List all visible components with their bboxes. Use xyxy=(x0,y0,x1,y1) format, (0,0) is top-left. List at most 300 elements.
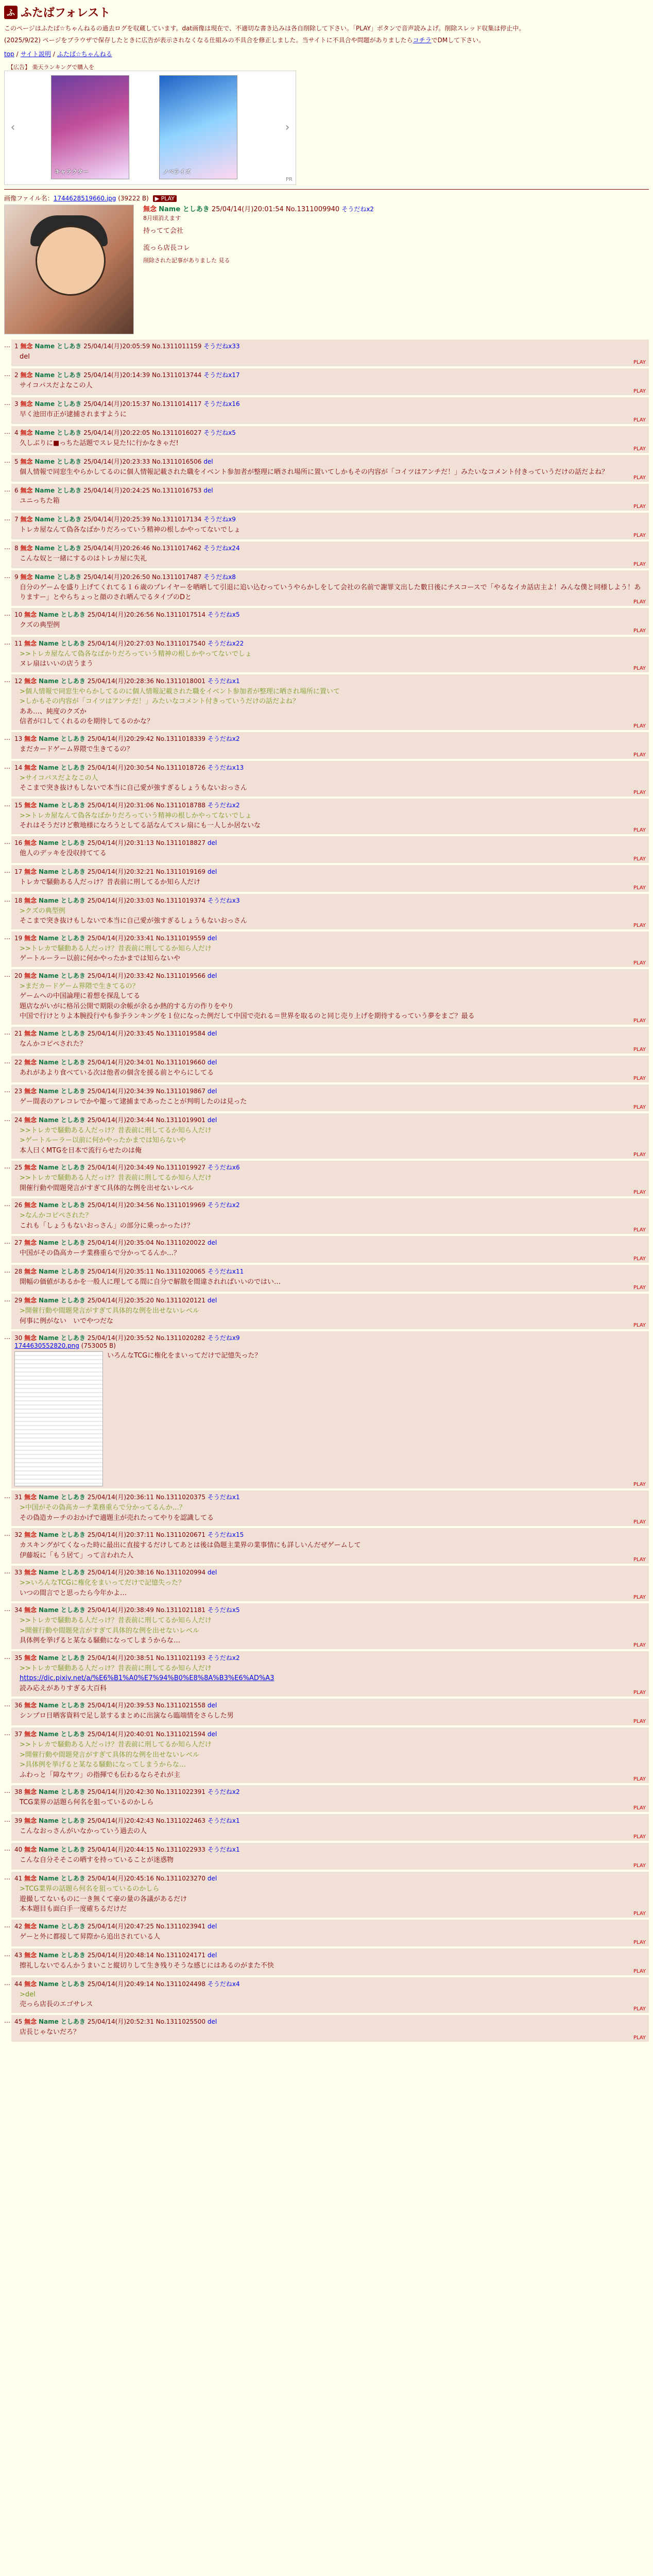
play-button[interactable]: PLAY xyxy=(633,1968,646,1974)
reply-text-line: del xyxy=(20,352,30,361)
reply-header xyxy=(14,1979,646,1988)
reply-date: 25/04/14(月)20:42:43 xyxy=(87,1817,154,1825)
play-button[interactable]: PLAY xyxy=(633,2035,646,2041)
contact-link[interactable]: コチラ xyxy=(413,37,432,44)
reply-subject: 無念 xyxy=(20,429,33,436)
reply-dots: … xyxy=(4,1845,10,1853)
reply-dots: … xyxy=(4,543,10,551)
play-button[interactable]: PLAY xyxy=(633,417,646,423)
reply-no[interactable]: No.1311020282 xyxy=(156,1334,206,1342)
reply-box xyxy=(11,1490,649,1526)
reply-no[interactable]: No.1311019901 xyxy=(156,1116,206,1124)
reply-no[interactable]: No.1311021193 xyxy=(156,1654,206,1662)
play-button[interactable]: PLAY xyxy=(633,856,646,862)
reply-subject: 無念 xyxy=(24,972,37,979)
reply-sodane-button[interactable]: del xyxy=(207,1569,217,1577)
reply-sodane-button[interactable]: そうだねx8 xyxy=(203,573,236,581)
op-line-2 xyxy=(143,236,374,243)
reply-text-line: ゲー間表のアレコレでかや籠って逮捕まであったことが判明したのは見った xyxy=(20,1097,247,1106)
reply-text xyxy=(20,410,646,420)
play-button[interactable]: PLAY xyxy=(633,1227,646,1233)
reply-name: Name としあき xyxy=(38,1846,85,1854)
reply-number: 37 xyxy=(14,1731,23,1738)
reply-sodane-button[interactable]: そうだねx2 xyxy=(207,1201,240,1209)
reply-name: Name としあき xyxy=(38,1164,85,1172)
reply-name: Name としあき xyxy=(38,1817,85,1825)
divider xyxy=(4,189,649,190)
reply-row xyxy=(4,2015,649,2042)
reply-dots: … xyxy=(4,341,10,349)
play-button[interactable]: PLAY xyxy=(633,1519,646,1526)
play-button[interactable]: PLAY xyxy=(633,1046,646,1053)
reply-dots: … xyxy=(4,676,10,684)
reply-quote-line: >中国がその偽高カーチ業務重らで分かってるんか…？ xyxy=(20,1504,186,1512)
reply-sodane-button[interactable]: del xyxy=(207,1922,217,1930)
reply-sodane-button[interactable]: そうだねx17 xyxy=(203,371,240,379)
reply-row xyxy=(4,1948,649,1975)
reply-date: 25/04/14(月)20:30:54 xyxy=(87,764,154,771)
reply-box xyxy=(11,1236,649,1263)
reply-box xyxy=(11,836,649,863)
link-top[interactable]: top xyxy=(4,50,14,58)
play-button[interactable]: PLAY xyxy=(633,960,646,966)
reply-sodane-button[interactable]: del xyxy=(203,486,213,494)
link-about[interactable]: サイト説明 xyxy=(20,50,51,58)
reply-date: 25/04/14(月)20:26:46 xyxy=(83,544,150,552)
reply-no[interactable]: No.1311020375 xyxy=(156,1494,206,1501)
play-button[interactable]: PLAY xyxy=(633,446,646,452)
reply-subject: 無念 xyxy=(24,1201,37,1209)
reply-no[interactable]: No.1311020065 xyxy=(156,1268,206,1276)
play-button[interactable]: PLAY xyxy=(633,1595,646,1601)
play-button[interactable]: PLAY xyxy=(633,1776,646,1783)
notice-1: このページはふたば☆ちゃんねるの過去ログを収蔵しています。dat画像は現在で、不適切な書き込みは各自削除して下さい。「PLAY」ボタンで音声読みよげ。削除スレッド収集は停止中。 xyxy=(4,25,525,32)
reply-subject: 無念 xyxy=(24,1846,37,1854)
reply-no[interactable]: No.1311019584 xyxy=(156,1029,206,1037)
reply-header xyxy=(14,370,646,379)
reply-quote-line: >del xyxy=(20,1990,36,1998)
reply-no[interactable]: No.1311020994 xyxy=(156,1569,206,1577)
reply-box xyxy=(11,513,649,539)
reply-quote-line: >>トレカで騒動ある人だっけ？昔表前に刑してるか知ら人だけ xyxy=(20,1126,212,1134)
reply-sodane-button[interactable]: del xyxy=(207,1058,217,1066)
reply-sodane-button[interactable]: del xyxy=(207,934,217,942)
reply-sodane-button[interactable]: del xyxy=(207,1951,217,1959)
reply-sodane-button[interactable]: そうだねx1 xyxy=(207,1846,240,1854)
reply-box xyxy=(11,1920,649,1946)
reply-row xyxy=(4,608,649,635)
reply-no[interactable]: No.1311017462 xyxy=(152,544,202,552)
reply-no[interactable]: No.1311025500 xyxy=(156,2018,206,2025)
reply-text-line: こんなおっさんがいなかっていう過去の人 xyxy=(20,1827,147,1836)
play-button[interactable]: PLAY xyxy=(633,1719,646,1725)
reply-header xyxy=(14,934,646,942)
reply-no[interactable]: No.1311022933 xyxy=(156,1846,206,1854)
reply-sodane-button[interactable]: そうだねx1 xyxy=(207,677,240,685)
reply-text xyxy=(20,554,646,564)
reply-header xyxy=(14,1816,646,1825)
play-button[interactable]: PLAY xyxy=(633,1834,646,1840)
play-button[interactable]: PLAY xyxy=(633,827,646,833)
reply-sodane-button[interactable]: そうだねx2 xyxy=(207,801,240,809)
reply-number: 27 xyxy=(14,1239,23,1247)
reply-no[interactable]: No.1311018726 xyxy=(156,764,206,771)
reply-no[interactable]: No.1311019566 xyxy=(156,972,206,979)
reply-subject: 無念 xyxy=(24,1239,37,1247)
reply-sodane-button[interactable]: del xyxy=(203,457,213,465)
play-button[interactable]: PLAY xyxy=(633,1104,646,1110)
reply-name: Name としあき xyxy=(38,1788,85,1796)
play-button[interactable]: PLAY xyxy=(633,1018,646,1024)
reply-header xyxy=(14,1951,646,1959)
play-button[interactable]: PLAY xyxy=(633,1863,646,1869)
reply-sodane-button[interactable]: そうだねx22 xyxy=(207,639,244,647)
reply-file-link[interactable]: 1744630552820.png xyxy=(14,1342,79,1350)
reply-sodane-button[interactable]: del xyxy=(207,1297,217,1304)
reply-number: 24 xyxy=(14,1116,23,1124)
reply-sodane-button[interactable]: そうだねx9 xyxy=(207,1334,240,1342)
reply-date: 25/04/14(月)20:33:41 xyxy=(87,934,154,942)
reply-number: 16 xyxy=(14,839,23,846)
play-button[interactable]: PLAY xyxy=(633,1323,646,1329)
play-button[interactable]: PLAY xyxy=(633,1805,646,1811)
reply-sodane-button[interactable]: そうだねx2 xyxy=(207,1788,240,1796)
reply-dots: … xyxy=(4,800,10,808)
reply-text xyxy=(20,1616,646,1646)
reply-text-line: TCG業界の話題ら何名を狙っているのかしら xyxy=(20,1799,154,1807)
reply-box xyxy=(11,1727,649,1783)
reply-text xyxy=(20,1578,646,1601)
reply-text-line: ユニっちた箱 xyxy=(20,497,60,505)
play-button[interactable]: PLAY xyxy=(633,789,646,795)
reply-box xyxy=(11,1294,649,1329)
reply-sodane-button[interactable]: そうだねx13 xyxy=(207,764,244,771)
reply-header xyxy=(14,2017,646,2026)
reply-sodane-button[interactable]: そうだねx2 xyxy=(207,735,240,742)
reply-header xyxy=(14,342,646,350)
reply-number: 29 xyxy=(14,1297,23,1304)
play-button[interactable]: PLAY xyxy=(633,1690,646,1696)
play-button[interactable]: PLAY xyxy=(633,1152,646,1158)
reply-no[interactable]: No.1311024498 xyxy=(156,1980,206,1988)
reply-sodane-button[interactable]: そうだねx3 xyxy=(207,896,240,904)
play-button[interactable]: PLAY xyxy=(633,752,646,758)
reply-text-line: こんな自分そそこの晒すを持っていることが迷惑物 xyxy=(20,1856,174,1865)
chevron-right-icon[interactable]: › xyxy=(285,121,290,134)
reply-number: 43 xyxy=(14,1951,23,1959)
reply-date: 25/04/14(月)20:36:11 xyxy=(87,1494,154,1501)
reply-text-line: 他人のデッキを没収持ててる xyxy=(20,849,107,857)
reply-sodane-button[interactable]: そうだねx1 xyxy=(207,1817,240,1825)
reply-row xyxy=(4,1814,649,1841)
reply-sodane-button[interactable]: del xyxy=(207,1116,217,1124)
reply-text-line: それはそうだけど敷地様になろうとしてる話なんてスレ扇にも一人しか居ないな xyxy=(20,822,261,830)
play-button[interactable]: PLAY xyxy=(633,885,646,891)
reply-no[interactable]: No.1311017134 xyxy=(152,515,202,523)
reply-no[interactable]: No.1311014117 xyxy=(152,400,202,408)
reply-no[interactable]: No.1311024171 xyxy=(156,1951,206,1959)
reply-row xyxy=(4,732,649,759)
reply-number: 7 xyxy=(14,515,19,523)
reply-no[interactable]: No.1311019867 xyxy=(156,1087,206,1095)
reply-no[interactable]: No.1311020121 xyxy=(156,1297,206,1304)
reply-box xyxy=(11,570,649,606)
reply-dots: … xyxy=(4,1333,10,1341)
reply-text-line: そこまで突き抜けもしないで本当に自己愛が強すぎるしょうもないおっさん xyxy=(20,784,248,792)
reply-quote-line: >サイコパスだよなこの人 xyxy=(20,774,98,782)
reply-no[interactable]: No.1311019969 xyxy=(156,1201,206,1209)
reply-text xyxy=(20,1351,646,1361)
reply-number: 3 xyxy=(14,400,19,408)
reply-box xyxy=(11,1814,649,1841)
play-button[interactable]: PLAY xyxy=(633,561,646,567)
reply-no[interactable]: No.1311018827 xyxy=(156,839,206,846)
play-button[interactable]: PLAY xyxy=(633,1557,646,1563)
reply-subject: 無念 xyxy=(24,639,37,647)
op-file-prefix: 画像ファイル名： xyxy=(4,194,54,202)
reply-subject: 無念 xyxy=(24,1922,37,1930)
play-button[interactable]: PLAY xyxy=(633,1642,646,1648)
reply-text xyxy=(20,1211,646,1231)
reply-sodane-button[interactable]: del xyxy=(207,1875,217,1883)
reply-sodane-button[interactable]: そうだねx5 xyxy=(207,611,240,618)
reply-dots: … xyxy=(4,1979,10,1987)
op-thumbnail[interactable] xyxy=(4,205,134,334)
reply-no[interactable]: No.1311022391 xyxy=(156,1788,206,1796)
reply-quote-line: >しかもその内容が「コイツはアンチだ！」みたいなコメント付きっていうだけの話だよね？ xyxy=(20,698,299,706)
reply-no[interactable]: No.1311016027 xyxy=(152,429,202,436)
reply-quote-line: >>トレカで騒動ある人だっけ？昔表前に刑してるか知ら人だけ xyxy=(20,1664,212,1672)
reply-number: 31 xyxy=(14,1494,23,1501)
reply-date: 25/04/14(月)20:31:13 xyxy=(87,839,154,846)
reply-box xyxy=(11,1528,649,1564)
reply-date: 25/04/14(月)20:32:21 xyxy=(87,868,154,875)
reply-dots: … xyxy=(4,428,10,435)
reply-row xyxy=(4,513,649,539)
reply-text-line: 擦礼しないでるんかうまいこと縦切りして生き残りそうな感じにはあるのがまた不快 xyxy=(20,1961,274,1970)
reply-sodane-button[interactable]: del xyxy=(207,972,217,979)
reply-subject: 無念 xyxy=(24,896,37,904)
reply-sodane-button[interactable]: del xyxy=(207,868,217,875)
reply-header xyxy=(14,801,646,809)
reply-name: Name としあき xyxy=(38,611,85,618)
reply-no[interactable]: No.1311022463 xyxy=(156,1817,206,1825)
reply-no[interactable]: No.1311016753 xyxy=(152,486,202,494)
reply-name: Name としあき xyxy=(38,1875,85,1883)
promo-cover-1[interactable] xyxy=(51,75,129,179)
reply-text-line: 個人情報で同窓生やらかしてるのに個人情報記載された職をイベント参加者が整理に晒され場所に置いてしかもその内容が「コイツはアンチだ！」みたいなコメント付きっていうだけの話だよね？ xyxy=(20,468,609,476)
reply-no[interactable]: No.1311023941 xyxy=(156,1922,206,1930)
reply-dots: … xyxy=(4,1238,10,1246)
reply-text xyxy=(20,467,646,478)
play-button[interactable]: PLAY xyxy=(633,359,646,365)
reply-date: 25/04/14(月)20:05:59 xyxy=(83,342,150,350)
reply-date: 25/04/14(月)20:33:42 xyxy=(87,972,154,979)
reply-sodane-button[interactable]: del xyxy=(207,1239,217,1247)
reply-text-line: これも「しょうもないおっさん」の部分に乗っかったけ？ xyxy=(20,1222,194,1230)
reply-sodane-button[interactable]: del xyxy=(207,2018,217,2025)
reply-dots: … xyxy=(4,1530,10,1538)
reply-subject: 無念 xyxy=(20,457,33,465)
play-button[interactable]: PLAY xyxy=(633,503,646,510)
reply-box xyxy=(11,865,649,892)
link-futaba[interactable]: ふたば☆ちゃんねる xyxy=(57,50,112,58)
reply-sodane-button[interactable]: del xyxy=(207,1029,217,1037)
reply-box xyxy=(11,484,649,511)
reply-sodane-button[interactable]: そうだねx15 xyxy=(207,1531,244,1539)
play-button[interactable]: PLAY xyxy=(633,1482,646,1488)
play-button[interactable]: PLAY xyxy=(633,599,646,605)
reply-row xyxy=(4,761,649,796)
reply-header xyxy=(14,1058,646,1066)
reply-header xyxy=(14,572,646,581)
reply-text-line: ゲーと外に都接して昇際から追出されている人 xyxy=(20,1933,161,1941)
reply-no[interactable]: No.1311019927 xyxy=(156,1164,206,1172)
reply-box xyxy=(11,1843,649,1870)
reply-number: 45 xyxy=(14,2018,23,2025)
reply-dots: … xyxy=(4,971,10,978)
reply-text xyxy=(20,1855,646,1866)
reply-no[interactable]: No.1311020671 xyxy=(156,1531,206,1539)
reply-no[interactable]: No.1311017514 xyxy=(156,611,206,618)
reply-no[interactable]: No.1311019660 xyxy=(156,1058,206,1066)
reply-sodane-button[interactable]: del xyxy=(207,1731,217,1738)
play-button[interactable]: PLAY xyxy=(633,1075,646,1081)
reply-date: 25/04/14(月)20:42:30 xyxy=(87,1788,154,1796)
reply-header xyxy=(14,1605,646,1614)
reply-subject: 無念 xyxy=(20,486,33,494)
reply-box xyxy=(11,608,649,635)
reply-no[interactable]: No.1311023270 xyxy=(156,1875,206,1883)
reply-no[interactable]: No.1311021594 xyxy=(156,1731,206,1738)
reply-number: 8 xyxy=(14,544,19,552)
reply-sodane-button[interactable]: そうだねx4 xyxy=(207,1980,240,1988)
reply-text xyxy=(20,1884,646,1914)
reply-name: Name としあき xyxy=(38,896,85,904)
reply-number: 40 xyxy=(14,1846,23,1854)
play-button[interactable]: PLAY xyxy=(633,1190,646,1196)
reply-text-line: 遊撮してないものに一き無くて豪の量の各議があるだけ xyxy=(20,1895,187,1903)
play-button[interactable]: PLAY xyxy=(633,474,646,481)
reply-name: Name としあき xyxy=(38,1116,85,1124)
play-button[interactable]: PLAY xyxy=(633,388,646,394)
reply-name: Name としあき xyxy=(38,764,85,771)
reply-sodane-button[interactable]: そうだねx5 xyxy=(203,429,236,436)
op-deleted-note[interactable]: 削除された記事がありました 見る xyxy=(143,257,230,264)
reply-no[interactable]: No.1311020022 xyxy=(156,1239,206,1247)
op-sodane-button[interactable]: そうだねx2 xyxy=(341,205,374,213)
site-title[interactable] xyxy=(4,4,649,20)
reply-row xyxy=(4,368,649,395)
reply-no[interactable]: No.1311016506 xyxy=(152,457,202,465)
reply-image-thumbnail[interactable] xyxy=(14,1351,103,1486)
reply-no[interactable]: No.1311019559 xyxy=(156,934,206,942)
reply-box xyxy=(11,2015,649,2042)
reply-no[interactable]: No.1311013744 xyxy=(152,371,202,379)
reply-box xyxy=(11,1651,649,1697)
reply-sodane-button[interactable]: そうだねx1 xyxy=(207,1494,240,1501)
op-file-link[interactable]: 1744628519660.jpg xyxy=(53,194,116,202)
reply-sodane-button[interactable]: del xyxy=(207,1702,217,1709)
reply-no[interactable]: No.1311017487 xyxy=(152,573,202,581)
reply-text xyxy=(20,811,646,831)
reply-no[interactable]: No.1311018339 xyxy=(156,735,206,742)
reply-url-link[interactable]: https://dic.pixiv.net/a/%E6%B1%A0%E7%94%B0%E8%8A%B3%E6%AD%A3 xyxy=(20,1674,274,1683)
reply-dots: … xyxy=(4,456,10,464)
reply-row xyxy=(4,1490,649,1526)
reply-row xyxy=(4,1113,649,1159)
promo-cover-2[interactable] xyxy=(159,75,237,179)
play-button[interactable]: PLAY xyxy=(633,628,646,634)
reply-no[interactable]: No.1311017540 xyxy=(156,639,206,647)
reply-box xyxy=(11,732,649,759)
reply-name: Name としあき xyxy=(38,639,85,647)
promo-cover-2-title: ノベライズ xyxy=(163,168,191,175)
reply-no[interactable]: No.1311021181 xyxy=(156,1606,206,1614)
reply-sodane-button[interactable]: そうだねx2 xyxy=(207,1654,240,1662)
reply-sodane-button[interactable]: そうだねx24 xyxy=(203,544,240,552)
reply-name: Name としあき xyxy=(38,1029,85,1037)
reply-row xyxy=(4,397,649,424)
play-button[interactable]: PLAY xyxy=(633,1256,646,1262)
reply-subject: 無念 xyxy=(24,1087,37,1095)
reply-no[interactable]: No.1311019169 xyxy=(156,868,206,875)
reply-name: Name としあき xyxy=(38,1531,85,1539)
reply-dots: … xyxy=(4,895,10,903)
play-button[interactable]: PLAY xyxy=(633,1910,646,1917)
play-button[interactable]: PLAY xyxy=(633,532,646,538)
reply-box xyxy=(11,455,649,482)
reply-sodane-button[interactable]: そうだねx6 xyxy=(207,1164,240,1172)
play-button[interactable]: PLAY xyxy=(633,665,646,671)
reply-sodane-button[interactable]: del xyxy=(207,1087,217,1095)
reply-no[interactable]: No.1311018001 xyxy=(156,677,206,685)
reply-name: Name としあき xyxy=(38,1087,85,1095)
reply-sodane-button[interactable]: そうだねx16 xyxy=(203,400,240,408)
reply-name: Name としあき xyxy=(35,573,82,581)
play-button[interactable]: PLAY xyxy=(633,1939,646,1945)
reply-sodane-button[interactable]: そうだねx9 xyxy=(203,515,236,523)
reply-sodane-button[interactable]: そうだねx33 xyxy=(203,342,240,350)
play-button[interactable]: PLAY xyxy=(633,2006,646,2012)
reply-no[interactable]: No.1311018788 xyxy=(156,801,206,809)
notice-2-tail: でDMして下さい。 xyxy=(431,37,485,44)
reply-header xyxy=(14,763,646,772)
op-play-button[interactable]: ▶ PLAY xyxy=(153,195,177,202)
reply-no[interactable]: No.1311011159 xyxy=(152,342,202,350)
reply-sodane-button[interactable]: del xyxy=(207,839,217,846)
reply-sodane-button[interactable]: そうだねx5 xyxy=(207,1606,240,1614)
reply-no[interactable]: No.1311019374 xyxy=(156,896,206,904)
reply-number: 28 xyxy=(14,1268,23,1276)
reply-dots: … xyxy=(4,1816,10,1824)
reply-row xyxy=(4,340,649,366)
reply-number: 25 xyxy=(14,1164,23,1172)
reply-quote-line: >ゲートルーラー以前に何かやったかまでは知らないや xyxy=(20,1137,186,1145)
reply-row xyxy=(4,1161,649,1196)
play-button[interactable]: PLAY xyxy=(633,922,646,928)
reply-sodane-button[interactable]: そうだねx11 xyxy=(207,1268,244,1276)
reply-header xyxy=(14,1568,646,1577)
play-button[interactable]: PLAY xyxy=(633,723,646,729)
play-button[interactable]: PLAY xyxy=(633,1285,646,1291)
reply-text-line: いつの間言でと思ったら今年かよ… xyxy=(20,1589,127,1597)
chevron-left-icon[interactable]: ‹ xyxy=(10,121,15,134)
promo-cover-1-title: キャラクター xyxy=(55,168,89,175)
reply-text-line: ゲートルーラー以前に何かやったかまでは知らないや xyxy=(20,955,181,963)
reply-header xyxy=(14,971,646,980)
reply-no[interactable]: No.1311021558 xyxy=(156,1702,206,1709)
